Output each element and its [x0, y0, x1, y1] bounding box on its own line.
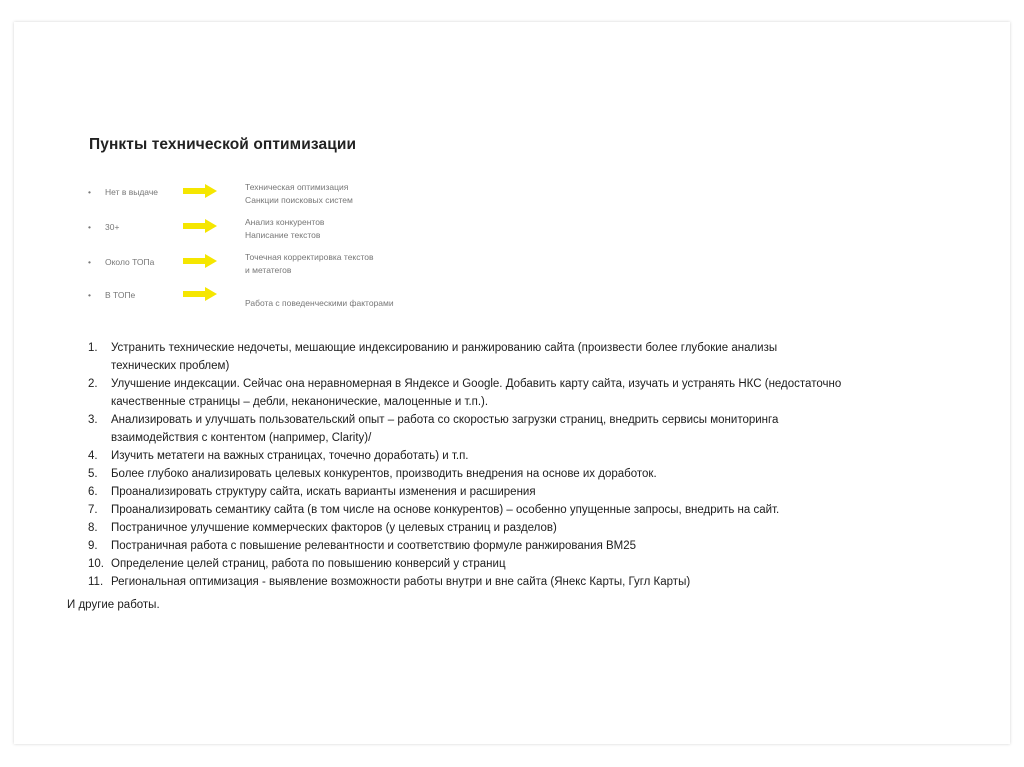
bullet: • — [88, 222, 91, 232]
position-task: Работа с поведенческими факторами — [245, 297, 394, 308]
arrow-right-icon — [183, 254, 217, 268]
bullet: • — [88, 187, 91, 197]
list-item: 1. Устранить технические недочеты, мешающие индексированию и ранжированию сайта (произвести более глубокие анализы технических проблем) — [88, 342, 778, 372]
list-item: 9. Постраничная работа с повышение релевантности и соответствию формуле ранжирования BM25 — [88, 540, 637, 552]
list-item: 10. Определение целей страниц, работа по повышению конверсий у страниц — [88, 558, 506, 570]
bullet: • — [88, 290, 91, 300]
list-item: 8. Постраничное улучшение коммерческих факторов (у целевых страниц и разделов) — [88, 522, 557, 534]
list-item: 5. Более глубоко анализировать целевых конкурентов, производить внедрения на основе их доработок. — [88, 468, 657, 480]
list-item: 4. Изучить метатеги на важных страницах, точечно доработать) и т.п. — [88, 450, 469, 462]
list-item: 3. Анализировать и улучшать пользовательский опыт – работа со скоростью загрузки страниц, внедрить сервисы мониторинга взаимодействия с контентом (например, Clarity)/ — [88, 414, 779, 444]
arrow-right-icon — [183, 184, 217, 198]
position-label: 30+ — [105, 222, 120, 232]
position-task: Точечная корректировка текстов и метатегов — [245, 252, 374, 275]
list-item: 7. Проанализировать семантику сайта (в том числе на основе конкурентов) – особенно упущенные запросы, внедрить на сайт. — [88, 504, 780, 516]
list-item: 6. Проанализировать структуру сайта, искать варианты изменения и расширения — [88, 486, 536, 498]
bullet: • — [88, 257, 91, 267]
position-task: Техническая оптимизация Санкции поисковых систем — [245, 182, 353, 205]
position-label: В ТОПе — [105, 290, 136, 300]
position-label: Нет в выдаче — [105, 187, 158, 197]
position-label: Около ТОПа — [105, 257, 155, 267]
position-task: Анализ конкурентов Написание текстов — [245, 217, 325, 240]
work-items-list — [88, 339, 908, 591]
arrow-right-icon — [183, 287, 217, 301]
list-item: 11. Региональная оптимизация - выявление возможности работы внутри и вне сайта (Янекс Карты, Гугл Карты) — [88, 576, 691, 588]
list-item: 2. Улучшение индексации. Сейчас она неравномерная в Яндексе и Google. Добавить карту сайта, изучать и устранять НКС (недостаточно качественные страницы – дебли, неканонические, малоценные и т.п.). — [88, 378, 842, 408]
page-title: Пункты технической оптимизации — [89, 136, 357, 153]
footer-note: И другие работы. — [67, 599, 160, 611]
arrow-right-icon — [183, 219, 217, 233]
